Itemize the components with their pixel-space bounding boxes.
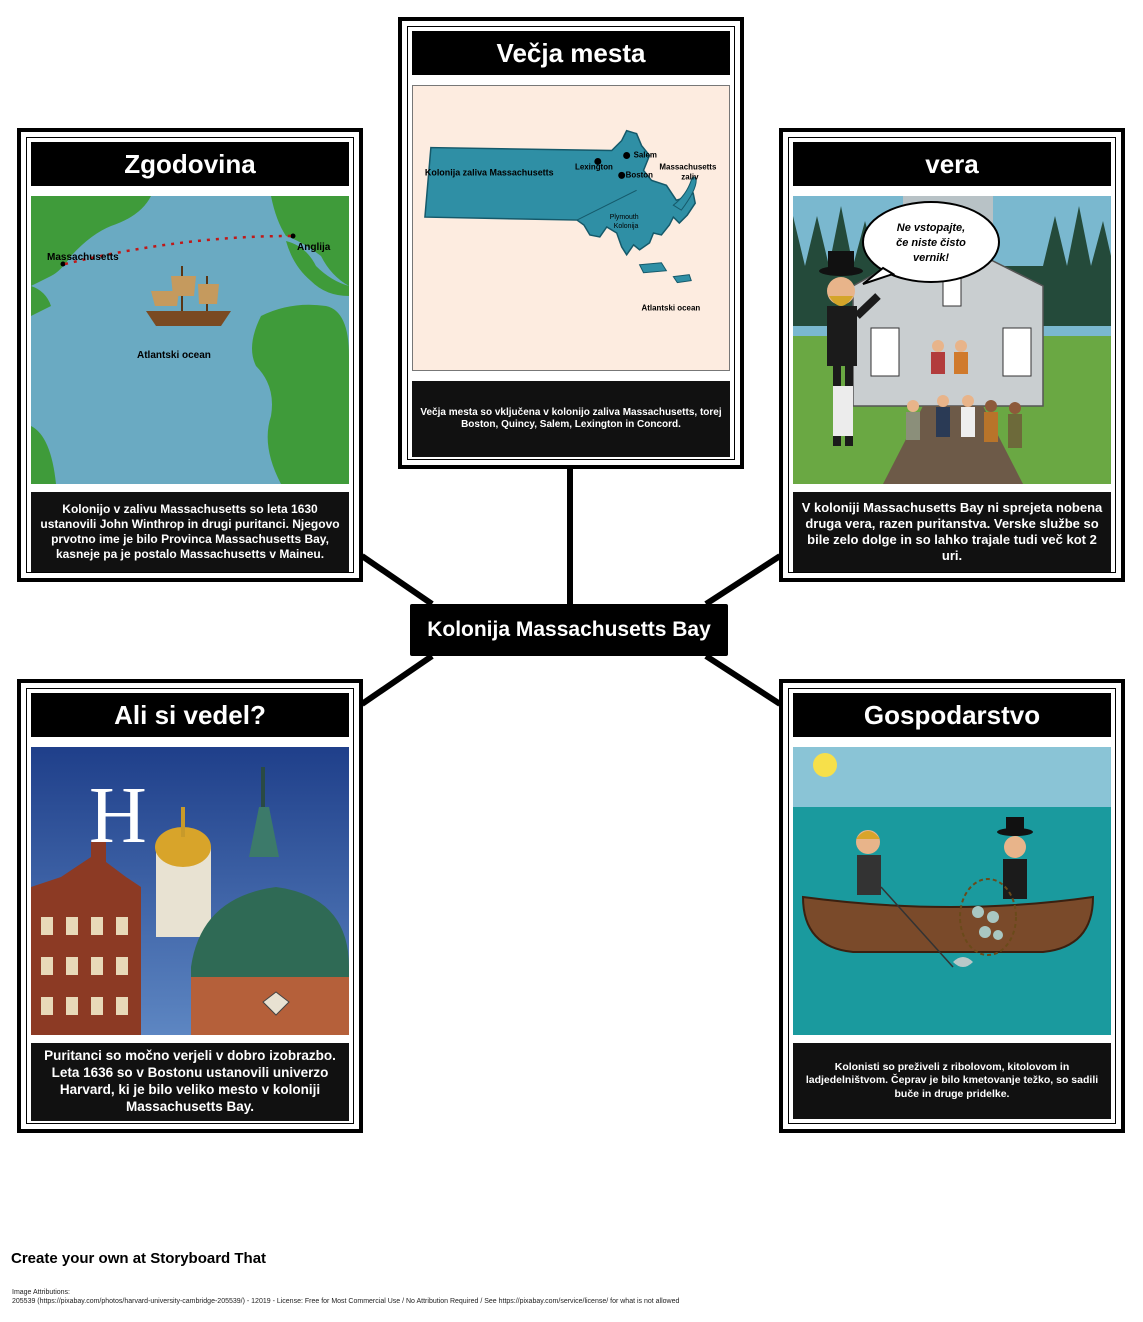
cell-religion [779, 128, 1125, 582]
map-label-boston: Boston [625, 170, 654, 180]
map-label-england: Anglija [297, 242, 331, 253]
map-label-plymouth-1: Plymouth [609, 214, 639, 222]
footer-credit[interactable]: Create your own at Storyboard That [11, 1250, 267, 1267]
cities-map-scene [412, 85, 730, 371]
map-label-lexington: Lexington [574, 162, 613, 172]
speech-line-3: vernik! [912, 252, 950, 264]
cell-caption: Kolonisti so preživeli z ribolovom, kitolovom in ladjedelništvom. Čeprav je bilo kmetovanje težko, so sadili buče in druge pridelke. [793, 1043, 1111, 1119]
cell-didyouknow [17, 679, 363, 1133]
cell-economy [779, 679, 1125, 1133]
map-label-massachusetts: Massachusetts [47, 252, 119, 263]
cell-caption: Puritanci so močno verjeli v dobro izobrazbo. Leta 1636 so v Bostonu ustanovili univerzo Harvard, ki je bilo veliko mesto v koloniji Massachusetts Bay. [31, 1043, 349, 1121]
map-label-bay-1: Massachusetts [659, 162, 717, 172]
map-label-bay-2: zaliv [681, 172, 699, 182]
church-scene [793, 196, 1111, 484]
speech-line-1: Ne vstopajte, [896, 222, 966, 234]
cell-title: Večja mesta [412, 31, 730, 75]
cell-title: Gospodarstvo [793, 693, 1111, 737]
map-label-colony: Kolonija zaliva Massachusetts [424, 167, 554, 178]
cell-title: Ali si vedel? [31, 693, 349, 737]
sun-icon [813, 753, 837, 777]
cell-caption: Kolonijo v zalivu Massachusetts so leta 1630 ustanovili John Winthrop in drugi puritanci. Njegovo prvotno ime je bilo Provinca Massachusetts Bay, kasneje pa je postalo Massachusetts v Maineu. [31, 492, 349, 572]
harvard-photo [31, 747, 349, 1035]
cell-history [17, 128, 363, 582]
speech-line-2: če niste čisto [896, 237, 966, 249]
fishing-scene [793, 747, 1111, 1035]
cell-caption: Večja mesta so vključena v kolonijo zaliva Massachusetts, torej Boston, Quincy, Salem, Lexington in Concord. [412, 381, 730, 457]
attributions-text: 205539 (https://pixabay.com/photos/harvard-university-cambridge-205539/) - 12019 - License: Free for Most Commercial Use / No Attribution Required / See https://pixabay.com/service/license/ for what is not allowed [12, 1298, 680, 1305]
harvard-letter: H [89, 772, 147, 860]
map-label-salem: Salem [633, 150, 658, 160]
cell-caption: V koloniji Massachusetts Bay ni sprejeta nobena druga vera, razen puritanstva. Verske službe so bile zelo dolge in so lahko trajale tudi več kot 2 uri. [793, 492, 1111, 572]
fisherman-left [856, 830, 881, 895]
cell-cities [398, 17, 744, 469]
map-label-plymouth-2: Kolonija [613, 223, 639, 230]
center-topic: Kolonija Massachusetts Bay [410, 604, 728, 656]
attributions-title: Image Attributions: [12, 1289, 70, 1296]
map-label-ocean: Atlantski ocean [137, 350, 211, 361]
cell-title: vera [793, 142, 1111, 186]
cell-title: Zgodovina [31, 142, 349, 186]
history-map-scene [31, 196, 349, 484]
map-label-ocean: Atlantski ocean [641, 303, 701, 313]
